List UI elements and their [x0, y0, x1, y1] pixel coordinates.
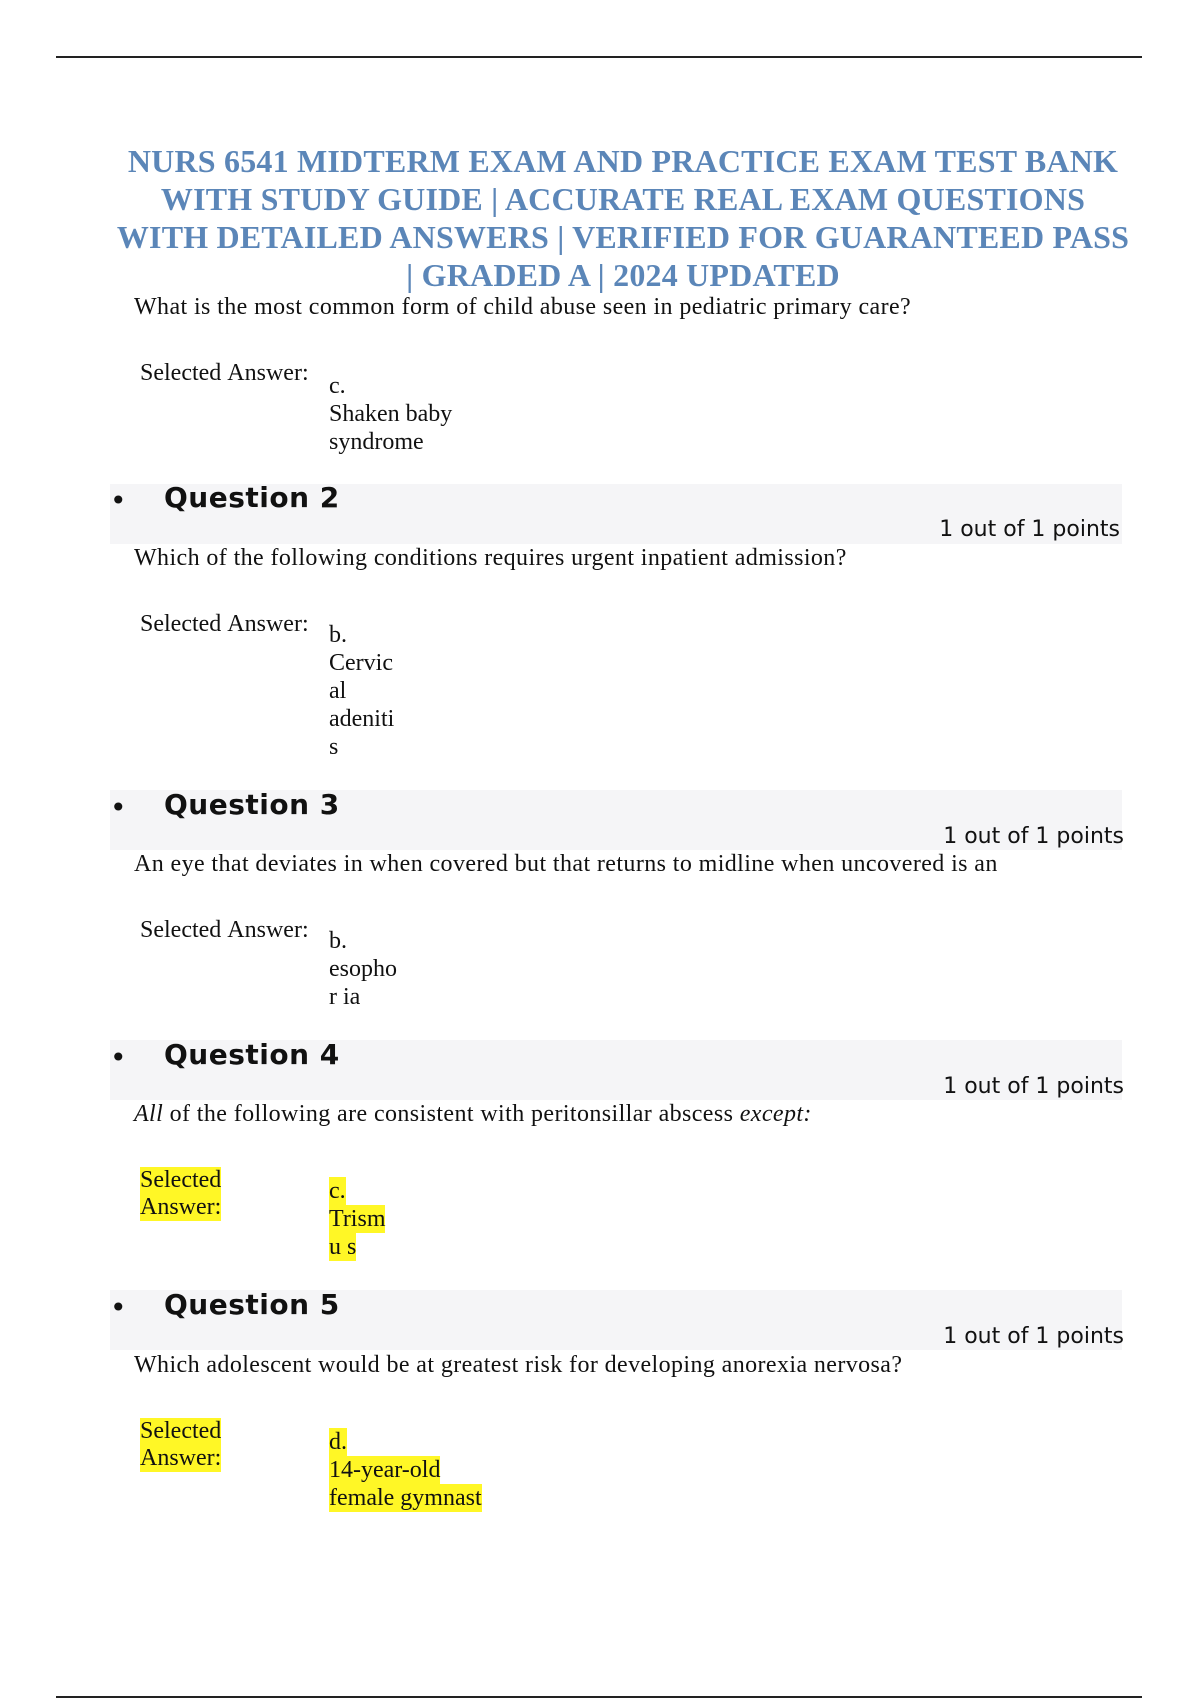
- document-title: [108, 142, 1138, 294]
- answer-line: d.: [329, 1429, 347, 1455]
- answer-line: s: [329, 734, 339, 760]
- question-3-answer: [329, 927, 397, 1011]
- question-2-points: 1 out of 1 points: [939, 517, 1120, 542]
- answer-line: c.: [329, 1178, 346, 1204]
- selected-answer-label-highlighted: [140, 1167, 221, 1221]
- answer-line: female gymnast: [329, 1485, 482, 1511]
- answer-line: b.: [329, 928, 347, 954]
- bullet-icon: •: [110, 1291, 127, 1324]
- title-line: WITH STUDY GUIDE | ACCURATE REAL EXAM QUESTIONS: [160, 181, 1086, 217]
- question-2-answer: [329, 621, 394, 761]
- question-4-text-mid: of the following are consistent with peritonsillar abscess: [163, 1101, 740, 1127]
- selected-label-line: Selected: [140, 917, 222, 943]
- answer-line: adeniti: [329, 706, 395, 732]
- question-5-points: 1 out of 1 points: [943, 1324, 1124, 1349]
- answer-line: r ia: [329, 984, 361, 1010]
- selected-label-line: Answer:: [227, 611, 309, 637]
- question-4-number: Question 4: [164, 1038, 340, 1071]
- selected-label-line: Selected: [140, 1167, 222, 1193]
- answer-line: c.: [329, 373, 346, 399]
- answer-line: Trism: [329, 1206, 386, 1232]
- question-1-answer: [329, 372, 452, 456]
- answer-line: syndrome: [329, 429, 424, 455]
- selected-answer-label: [140, 917, 309, 944]
- selected-label-line: Selected: [140, 611, 222, 637]
- bullet-icon: •: [110, 791, 127, 824]
- selected-answer-label-highlighted: [140, 1418, 221, 1472]
- answer-line: Cervic: [329, 650, 393, 676]
- answer-line: Shaken baby: [329, 401, 453, 427]
- selected-label-line: Answer:: [227, 917, 309, 943]
- answer-line: b.: [329, 622, 347, 648]
- selected-answer-label: [140, 611, 309, 638]
- answer-line: u s: [329, 1234, 357, 1260]
- question-4-italic-all: All: [134, 1101, 164, 1127]
- answer-line: esopho: [329, 956, 397, 982]
- question-5-answer-highlighted: [329, 1428, 482, 1512]
- question-3-points: 1 out of 1 points: [943, 824, 1124, 849]
- question-3-number: Question 3: [164, 788, 340, 821]
- selected-answer-label: [140, 360, 309, 387]
- selected-label-line: Selected: [140, 360, 222, 386]
- question-5-text: Which adolescent would be at greatest risk for developing anorexia nervosa?: [134, 1352, 903, 1378]
- question-3-text: An eye that deviates in when covered but that returns to midline when uncovered is an: [134, 851, 998, 877]
- bullet-icon: •: [110, 484, 127, 517]
- top-rule: [56, 56, 1142, 58]
- selected-label-line: Answer:: [140, 1194, 222, 1220]
- question-4-text: [134, 1099, 812, 1129]
- question-1-text: What is the most common form of child abuse seen in pediatric primary care?: [134, 294, 912, 320]
- question-4-points: 1 out of 1 points: [943, 1074, 1124, 1099]
- answer-line: 14-year-old: [329, 1457, 441, 1483]
- question-2-text: Which of the following conditions requires urgent inpatient admission?: [134, 545, 847, 571]
- selected-label-line: Answer:: [227, 360, 309, 386]
- question-2-number: Question 2: [164, 481, 340, 514]
- question-4-answer-highlighted: [329, 1177, 385, 1261]
- bottom-rule: [56, 1696, 1142, 1698]
- bullet-icon: •: [110, 1041, 127, 1074]
- answer-line: al: [329, 678, 347, 704]
- question-4-italic-except: except:: [739, 1101, 812, 1127]
- selected-label-line: Answer:: [140, 1445, 222, 1471]
- title-line: NURS 6541 MIDTERM EXAM AND PRACTICE EXAM TEST BANK: [127, 143, 1119, 179]
- question-5-number: Question 5: [164, 1288, 340, 1321]
- title-line: WITH DETAILED ANSWERS | VERIFIED FOR GUARANTEED PASS: [116, 219, 1130, 255]
- selected-label-line: Selected: [140, 1418, 222, 1444]
- title-line: | GRADED A | 2024 UPDATED: [406, 257, 840, 293]
